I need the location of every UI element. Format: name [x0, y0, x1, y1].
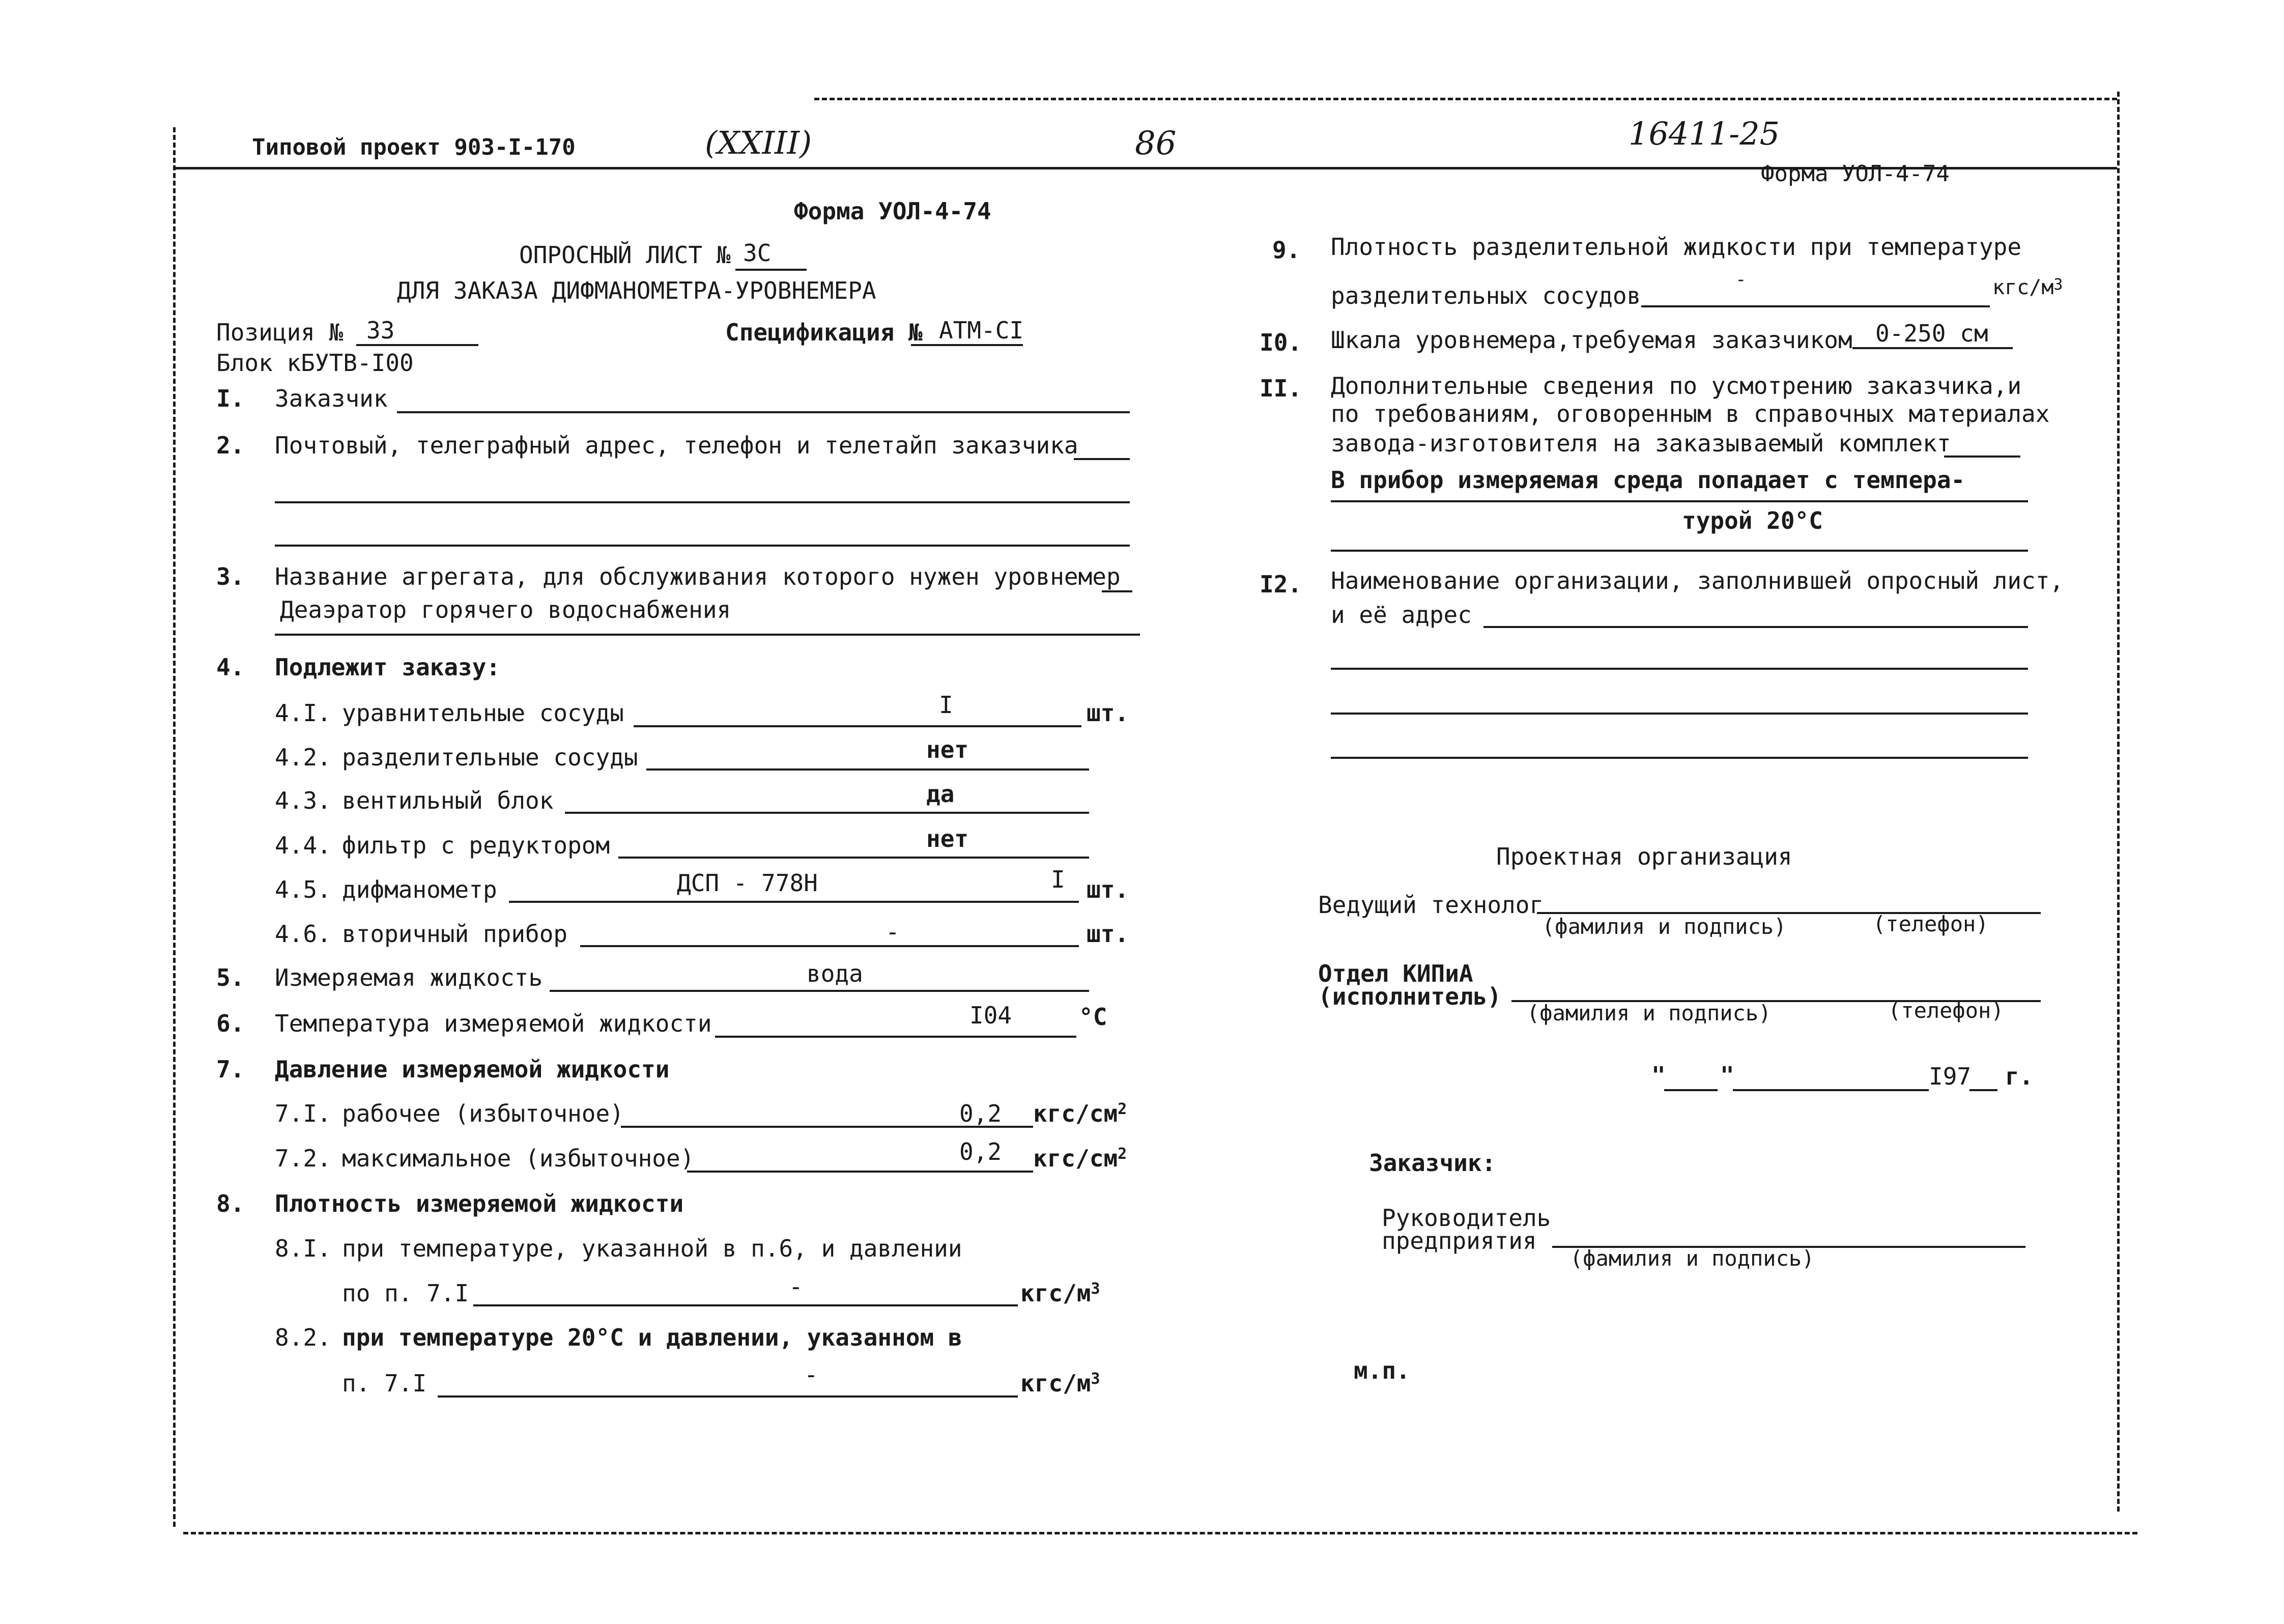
item-7-1-unit-text: кгс/см [1033, 1100, 1118, 1127]
item-2-number: 2. [216, 432, 245, 459]
item-7-2-value: 0,2 [959, 1138, 1002, 1165]
form-label: Форма УОЛ-4-74 [794, 197, 991, 225]
item-9-label: Плотность разделительной жидкости при температуре [1331, 233, 2022, 261]
item-8-label: Плотность измеряемой жидкости [275, 1190, 684, 1217]
item-1-line [397, 411, 1130, 413]
head-name-caption: (фамилия и подпись) [1570, 1246, 1815, 1271]
item-4-3-value: да [926, 780, 955, 808]
item-4-3-number: 4.3. [275, 787, 331, 814]
item-4-2-value: нет [926, 736, 969, 763]
spec-label: Спецификация № [725, 319, 923, 346]
title-number-line [735, 269, 807, 271]
project-title: Типовой проект 903-I-170 [252, 134, 576, 160]
item-1-number: I. [216, 385, 245, 412]
item-10-label: Шкала уровнемера,требуемая заказчиком [1331, 326, 1852, 354]
item-6-unit: °C [1079, 1003, 1107, 1031]
page-number: 86 [1135, 125, 1177, 162]
item-10-line [1852, 347, 2013, 349]
form-subtitle: ДЛЯ ЗАКАЗА ДИФМАНОМЕТРА-УРОВНЕМЕРА [397, 277, 876, 304]
item-11-line-5: турой 20°С [1682, 507, 1823, 534]
item-5-number: 5. [216, 964, 245, 991]
item-4-4-number: 4.4. [275, 832, 331, 859]
frame-left-line [173, 127, 176, 1527]
item-9-number: 9. [1272, 236, 1301, 264]
item-4-1-number: 4.I. [275, 699, 331, 727]
kip-dept-phone-caption: (телефон) [1888, 998, 2004, 1023]
item-8-1-value: - [789, 1273, 803, 1300]
item-4-2-label: разделительные сосуды [342, 744, 638, 771]
item-4-6-value: - [886, 918, 900, 946]
item-7-1-number: 7.I. [275, 1100, 331, 1127]
item-4-5-line [509, 901, 1079, 903]
item-3-line-b [275, 634, 1140, 636]
item-9-value: - [1735, 269, 1747, 290]
item-2-line-c [275, 545, 1130, 547]
item-3-line-a [1102, 590, 1132, 592]
item-8-number: 8. [216, 1190, 245, 1217]
item-8-1-label: при температуре, указанной в п.6, и давлении [342, 1235, 962, 1262]
item-7-2-unit: кгс/$см^2$ [1033, 1145, 1127, 1172]
item-7-2-line [687, 1171, 1033, 1173]
frame-bottom-line [183, 1532, 2137, 1534]
item-12-line-2: и её адрес [1331, 601, 1472, 629]
item-4-6-unit: шт. [1087, 920, 1129, 948]
document-code: 16411-25 [1629, 115, 1780, 152]
item-8-2-label: при температуре 20°С и давлении, указанном в [342, 1324, 962, 1351]
item-4-5-unit: шт. [1087, 876, 1129, 903]
date-year-line [1969, 1089, 1997, 1091]
item-8-2-number: 8.2. [275, 1324, 331, 1351]
item-11-line-3-blank [1944, 455, 2020, 458]
enterprise-label: предприятия [1382, 1227, 1537, 1255]
executor-label: (исполнитель) [1318, 983, 1502, 1010]
lead-technologist-label: Ведущий технолог [1318, 891, 1544, 919]
item-11-number: II. [1260, 375, 1302, 402]
item-5-value: вода [807, 960, 863, 987]
block-name: Блок кБУТВ-I00 [216, 349, 414, 377]
lead-technologist-phone-caption: (телефон) [1873, 911, 1989, 936]
item-4-5-value: ДСП - 778Н [677, 869, 818, 897]
item-7-2-unit-text: кгс/см [1033, 1145, 1118, 1172]
item-12-rule-b [1331, 668, 2028, 670]
frame-right-line [2117, 92, 2120, 1512]
item-2-line-b [275, 501, 1130, 503]
seal-label: м.п. [1354, 1357, 1410, 1384]
title-prefix: ОПРОСНЫЙ ЛИСТ № [519, 241, 731, 269]
form-label-right: Форма УОЛ-4-74 [1761, 161, 1950, 187]
spec-value: АТМ-СI [939, 317, 1024, 344]
item-11-line-3: завода-изготовителя на заказываемый комплект [1331, 430, 1951, 457]
item-4-label: Подлежит заказу: [275, 653, 501, 681]
item-8-2-value: - [804, 1361, 818, 1388]
item-4-4-value: нет [926, 825, 969, 852]
item-10-value: 0-250 см [1875, 320, 1988, 347]
item-7-number: 7. [216, 1056, 245, 1083]
item-9-line [1641, 305, 1990, 307]
item-5-line [550, 990, 1089, 992]
item-4-3-label: вентильный блок [342, 787, 554, 814]
position-line [356, 344, 478, 346]
item-7-2-label: максимальное (избыточное) [342, 1145, 695, 1172]
item-8-1-line [473, 1304, 1018, 1306]
item-12-line-1: Наименование организации, заполнившей опросный лист, [1331, 567, 2064, 594]
item-8-1-continuation: по п. 7.I [342, 1279, 469, 1307]
item-8-2-line [438, 1395, 1018, 1398]
item-9-unit: кгс/$м^3$ [1992, 276, 2063, 299]
item-4-4-line [618, 857, 1089, 859]
item-8-1-number: 8.I. [275, 1235, 331, 1262]
kip-dept-label: Отдел КИПиА [1318, 960, 1473, 987]
item-1-label: Заказчик [275, 385, 388, 412]
date-month-line [1733, 1089, 1929, 1091]
item-2-label: Почтовый, телеграфный адрес, телефон и телетайп заказчика [275, 432, 1078, 459]
item-6-number: 6. [216, 1010, 245, 1037]
item-7-2-number: 7.2. [275, 1145, 331, 1172]
design-org-title: Проектная организация [1496, 843, 1792, 870]
item-7-1-value: 0,2 [959, 1100, 1002, 1127]
item-9-continuation: разделительных сосудов [1331, 282, 1641, 309]
item-8-1-unit-text: кгс/м [1020, 1279, 1091, 1307]
kip-dept-name-caption: (фамилия и подпись) [1527, 1001, 1772, 1025]
date-quote-close: " [1720, 1062, 1734, 1089]
item-4-6-label: вторичный прибор [342, 920, 568, 948]
date-year: I97 [1929, 1063, 1972, 1090]
item-6-line [715, 1036, 1076, 1038]
album-number: (XXIII) [705, 124, 812, 161]
item-8-2-continuation: п. 7.I [342, 1370, 427, 1397]
date-day-line [1664, 1089, 1718, 1091]
item-10-number: I0. [1260, 329, 1302, 356]
item-6-value: I04 [969, 1002, 1012, 1029]
item-4-2-number: 4.2. [275, 744, 331, 771]
item-11-line-1: Дополнительные сведения по усмотрению заказчика,и [1331, 372, 2022, 400]
item-4-5-number: 4.5. [275, 876, 331, 903]
date-quote-open: " [1651, 1062, 1666, 1089]
item-4-1-label: уравнительные сосуды [342, 699, 624, 727]
title-number: 3С [743, 239, 772, 267]
item-4-5-quantity: I [1051, 866, 1065, 893]
position-label: Позиция № [216, 319, 344, 346]
item-4-1-line [634, 725, 1081, 727]
position-value: 33 [366, 317, 395, 344]
item-11-rule-a [1331, 500, 2028, 502]
item-12-rule-c [1331, 713, 2028, 715]
item-11-rule-b [1331, 550, 2028, 552]
item-8-2-unit: кгс/$м^3$ [1020, 1370, 1100, 1397]
frame-top-line [814, 98, 2117, 100]
lead-technologist-name-caption: (фамилия и подпись) [1542, 914, 1787, 939]
item-7-1-label: рабочее (избыточное) [342, 1100, 624, 1127]
item-8-2-unit-text: кгс/м [1020, 1370, 1091, 1397]
item-4-6-line [580, 945, 1079, 947]
item-4-5-label: дифманометр [342, 876, 497, 903]
item-4-3-line [565, 812, 1089, 814]
item-5-label: Измеряемая жидкость [275, 964, 543, 991]
spec-line [911, 344, 1023, 346]
item-8-1-unit: кгс/$м^3$ [1020, 1279, 1100, 1307]
item-9-unit-text: кгс/м [1992, 276, 2054, 299]
item-7-label: Давление измеряемой жидкости [275, 1056, 670, 1083]
item-3-number: 3. [216, 563, 245, 590]
item-3-label: Название агрегата, для обслуживания которого нужен уровнемер [275, 563, 1121, 590]
item-7-1-unit: кгс/$см^2$ [1033, 1100, 1127, 1127]
item-11-line-4: В прибор измеряемая среда попадает с темпера- [1331, 466, 1965, 494]
head-label: Руководитель [1382, 1204, 1551, 1232]
item-12-number: I2. [1260, 571, 1302, 598]
item-4-2-line [646, 768, 1089, 771]
item-2-line-a [1074, 458, 1130, 460]
item-4-1-unit: шт. [1087, 699, 1129, 727]
item-12-rule-d [1331, 757, 2028, 759]
item-12-rule-a [1483, 626, 2028, 628]
item-4-number: 4. [216, 653, 245, 681]
item-3-value: Деаэратор горячего водоснабжения [280, 596, 731, 623]
item-4-1-value: I [939, 691, 953, 719]
item-4-6-number: 4.6. [275, 920, 331, 948]
date-suffix: г. [2005, 1063, 2034, 1090]
item-4-4-label: фильтр с редуктором [342, 832, 610, 859]
item-11-line-2: по требованиям, оговоренным в справочных материалах [1331, 400, 2050, 428]
customer-label: Заказчик: [1369, 1149, 1496, 1177]
item-6-label: Температура измеряемой жидкости [275, 1010, 712, 1037]
